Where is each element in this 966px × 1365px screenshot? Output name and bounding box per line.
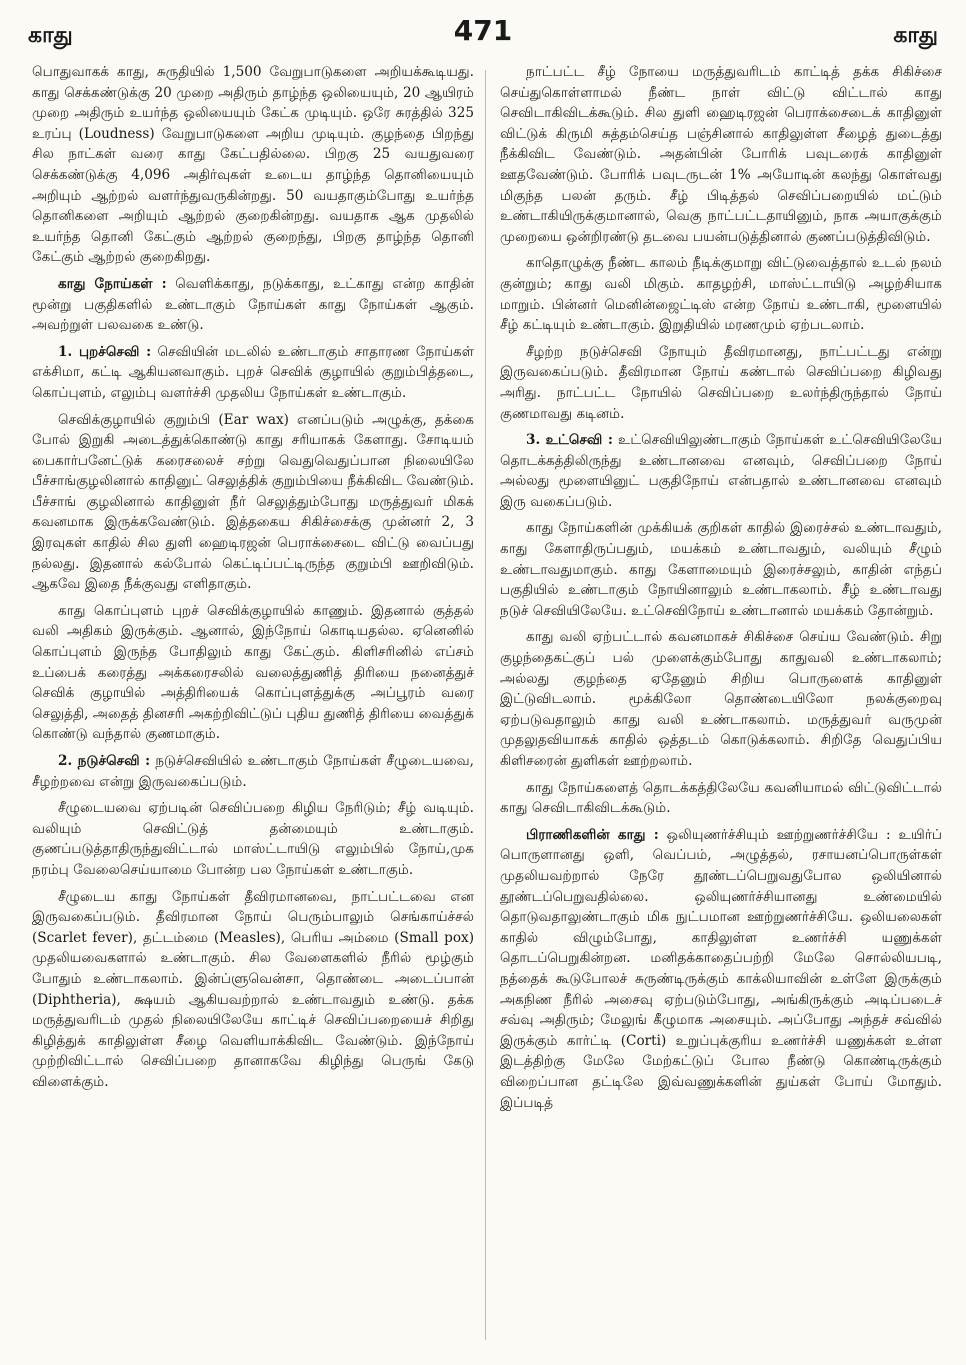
paragraph: சீழற்ற நடுச்செவி நோயும் தீவிரமானது, நாட்பட்டது என்று இருவகைப்படும். தீவிரமான நோய் கண்டால் செவிப்பறை கிழிவது அரிது. நாட்பட்ட நோயில் செவிப்பறை உலர்ந்திருந்தால் நோய் குணமாவது கடினம். (500, 343, 942, 422)
subsection-heading: 1. புறச்செவி : (58, 343, 152, 360)
paragraph: பொதுவாகக் காது, சுருதியில் 1,500 வேறுபாடுகளை அறியக்கூடியது. காது செக்கண்டுக்கு 20 முறை அதிரும் தாழ்ந்த ஒலியையும், 20 ஆயிரம் முறை அதிரும் உயர்ந்த ஒலியையும் கேட்க முடியும். ஒரே சுரத்தில் 325 உரப்பு (Loudness) வேறுபாடுகளை அறிய முடியும். குழந்தை பிறந்து சில நாட்கள் வரை காது கேட்பதில்லை. பிறகு 25 வயதுவரை செக்கண்டுக்கு 4,096 அதிர்வுகள் உடைய தாழ்ந்த தொனியையும் அறியும் ஆற்றல் வளர்ந்துவருகின்றது. 50 வயதாகும்போது உயர்ந்த தொனிகளை அறியும் ஆற்றல் குறைகின்றது. வயதாக ஆக முதலில் உயர்ந்த தொனி கேட்கும் ஆற்றல் குறைந்து, பிறகு தாழ்ந்த தொனி கேட்கும் ஆற்றல் குறைகிறது. (32, 64, 474, 266)
paragraph (32, 274, 474, 336)
paragraph-text: செவியின் மடலில் உண்டாகும் சாதாரண நோய்கள் எக்சிமா, கட்டி ஆகியனவாகும். புறச் செவிக் குழாயில் குறும்பித்தடை, கொப்புளம், எலும்பு வளர்ச்சி முதலிய நோய்கள் உண்டாகும். (32, 343, 474, 401)
paragraph: செவிக்குழாயில் குறும்பி (Ear wax) எனப்படும் அழுக்கு, தக்கை போல் இறுகி அடைத்துக்கொண்டு காது சரியாகக் கேளாது. சோடியம் பைகார்பனேட்டுக் கரைசலைச் சற்று வெதுவெதுப்பான நிலையிலே பீச்சாங்குழலினால் காதினுட் செலுத்திக் குறும்பியை நீக்கிவிட வேண்டும். பீச்சாங் குழலினால் காதினுள் நீர் செலுத்தும்போது மருத்துவர் மிகக் கவனமாக இருக்கவேண்டும். இத்தகைய சிகிச்சைக்கு முன்னர் 2, 3 இரவுகள் காதில் சில துளி ஹைடிரஜன் பெராக்சைடை விட்டு வைப்பது நல்லது. இதனால் கல்போல் கெட்டிப்பட்டிருந்த குறும்பி ஊறிவிடும். ஆகவே இதை நீக்குவது எளிதாகும். (32, 411, 474, 593)
paragraph: சீழுடைய காது நோய்கள் தீவிரமானவை, நாட்பட்டவை என இருவகைப்படும். தீவிரமான நோய் பெரும்பாலும் செங்காய்ச்சல் (Scarlet fever), தட்டம்மை (Measles), பெரிய அம்மை (Small pox) முதலியவைகளால் உண்டாகும். சில வேளைகளில் நீரில் மூழ்கும் போதும் உண்டாகலாம். இன்ப்ளுவென்சா, தொண்டை அடைப்பான் (Diphtheria), க்ஷயம் ஆகியவற்றால் உண்டாவதும் உண்டு. தக்க மருத்துவரிடம் முதல் நிலையிலேயே காட்டிச் செவிப்பறையைச் சிறிது கிழித்துக் காதிலுள்ள சீழை வெளியாக்கிவிட வேண்டும். இந்நோய் முற்றிவிட்டால் செவிப்பறை தானாகவே கிழிந்து பெருங் கேடு விளைக்கும். (32, 888, 474, 1090)
running-head-left: காது (28, 22, 73, 48)
paragraph: காது நோய்களைத் தொடக்கத்திலேயே கவனியாமல் விட்டுவிட்டால் காது செவிடாகிவிடக்கூடும். (500, 779, 942, 817)
page-header (0, 8, 966, 56)
paragraph: காது கொப்புளம் புறச் செவிக்குழாயில் காணும். இதனால் குத்தல் வலி அதிகம் இருக்கும். ஆனால், இந்நோய் கொடியதல்ல. ஏனெனில் கொப்புளம் இருந்த போதிலும் காது கேட்கும். கிளிசரினில் எப்சம் உப்பைக் கரைத்து அக்கரைசலில் வலைத்துணித் திரியை நனைத்துச் செவிக் குழாயில் அத்திரியைக் கொப்புளத்துக்கு அப்பூரம் வரை செலுத்தி, அதைத் தினசரி அகற்றிவிட்டுப் புதிய துணித் திரியை வைத்துக் கொண்டு வந்தால் குணமாகும். (32, 602, 474, 743)
subsection-heading: 3. உட்செவி : (526, 432, 613, 449)
page-number: 471 (453, 14, 513, 47)
paragraph (32, 751, 474, 792)
paragraph-text: நடுச்செவியில் உண்டாகும் நோய்கள் சீழுடையவை, சீழற்றவை என்று இருவகைப்படும். (32, 753, 474, 790)
paragraph-text: ஒலியுணர்ச்சியும் ஊற்றுணர்ச்சியே : உயிர்ப் பொருளானது ஒளி, வெப்பம், அழுத்தல், ரசாயனப்பொருள்கள் முதலியவற்றால் நேரே தூண்டப்பெறுவதுபோல ஒலியினால் தூண்டப்பெறுவதில்லை. ஒலியுணர்ச்சியானது உண்மையில் தொடுவதாலுண்டாகும் மிக நுட்பமான ஊற்றுணர்ச்சியே. ஒலியலைகள் காதில் விழும்போது, காதிலுள்ள உணர்ச்சி யணுக்கள் தொடப்பெறுகின்றன. மனிதக்காதைப்பற்றி மேலே சொல்லியபடி, நத்தைக் கூடுபோலச் சுருண்டிருக்கும் காக்லியாவின் உள்ளே இருக்கும் அகநிண நீரில் அசைவு ஏற்படும்போது, அங்கிருக்கும் அடிப்படைச் சவ்வு அதிரும்; மேலுங் கீழுமாக அசையும். அப்போது அந்தச் சவ்வில் இருக்கும் கார்ட்டி (Corti) உறுப்புக்குரிய உணர்ச்சி யணுக்கள் உள்ள இடத்திற்கு மேலே மேற்கட்டுப் போல நீண்டு கொண்டிருக்கும் விறைப்பான தட்டிலே இவ்வணுக்களின் துய்கள் போய் மோதும். இப்படித் (500, 826, 943, 1111)
section-heading: பிராணிகளின் காது : (526, 826, 659, 843)
paragraph (32, 342, 474, 404)
running-head-right: காது (893, 22, 938, 48)
paragraph: சீழுடையவை ஏற்படின் செவிப்பறை கிழிய நேரிடும்; சீழ் வடியும். வலியும் செவிட்டுத் தன்மையும் உண்டாகும். குணப்படுத்தாதிருந்துவிட்டால் மாஸ்ட்டாயிடு எலும்பில் நோய்,முக நரம்பு வேலைசெய்யாமை போன்ற பல நோய்கள் உண்டாகும். (32, 800, 474, 878)
left-column (32, 62, 474, 1099)
paragraph-text: உட்செவியிலுண்டாகும் நோய்கள் உட்செவியிலேயே தொடக்கத்திலிருந்து உண்டானவை எனவும், செவிப்பறை நோய் அல்லது மூளையினுட் பகுதிநோய் என்பதால் உண்டானவை எனவும் இரு வகைப்படும். (500, 432, 942, 510)
paragraph: காது வலி ஏற்பட்டால் கவனமாகச் சிகிச்சை செய்ய வேண்டும். சிறு குழந்தைகட்குப் பல் முளைக்கும்போது காதுவலி உண்டாகலாம்; அல்லது குழந்தை ஏதேனும் சிறிய பொருளைக் காதினுள் இட்டுவிடலாம். மூக்கிலோ தொண்டையிலோ நலக்குறைவு ஏற்படுவதாலும் காது வலி உண்டாகலாம். மருத்துவர் வருமுன் முதலுதவியாகக் காதில் ஒத்தடம் கொடுக்கலாம். சிறிதே வெதுப்பிய கிளிசரைன் துளிகள் ஊற்றலாம். (500, 629, 942, 769)
paragraph: நாட்பட்ட சீழ் நோயை மருத்துவரிடம் காட்டித் தக்க சிகிச்சை செய்துகொள்ளாமல் நீண்ட நாள் விட்டு விட்டால் காது செவிடாகிவிடக்கூடும். சில துளி ஹைடிரஜன் பெராக்சைடைக் காதினுள் விட்டுக் கிருமி சுத்தம்செய்த பஞ்சினால் காதிலுள்ள சீழைத் துடைத்து நீக்கிவிட வேண்டும். அதன்பின் போரிக் பவுடரைக் காதினுள் ஊதவேண்டும். போரிக் பவுடருடன் 1% அயோடின் கலந்து கொள்வது மிகுந்த பலன் தரும். சீழ் பிடித்தல் செவிப்பறையில் மட்டும் உண்டாகியிருக்குமானால், வெகு நாட்பட்டதாயினும், நாக அயாகுக்கும் முறையை ஒன்றிரண்டு தடவை பயன்படுத்தினால் குணப்படுத்திவிடும். (500, 64, 942, 245)
paragraph-text: வெளிக்காது, நடுக்காது, உட்காது என்ற காதின் மூன்று பகுதிகளில் உண்டாகும் நோய்கள் காது நோய்கள் ஆகும். அவற்றுள் பலவகை உண்டு. (32, 275, 474, 334)
paragraph (500, 430, 942, 512)
subsection-heading: 2. நடுச்செவி : (58, 753, 151, 769)
paragraph (500, 825, 942, 1113)
right-column (500, 62, 942, 1119)
paragraph: காதொழுக்கு நீண்ட காலம் நீடிக்குமாறு விட்டுவைத்தால் உடல் நலம் குன்றும்; காது வலி மிகும். காதழற்சி, மாஸ்ட்டாயிடு அழற்சியாக மாறும். பின்னர் மெனின்ஜைட்டிஸ் என்ற நோய் உண்டாகி, மூளையில் சீழ் கட்டியும் உண்டாகும். இறுதியில் மரணமும் ஏற்படலாம். (500, 255, 942, 334)
paragraph: காது நோய்களின் முக்கியக் குறிகள் காதில் இரைச்சல் உண்டாவதும், காது கேளாதிருப்பதும், மயக்கம் உண்டாவதும், வலியும் சீழும் உண்டாவதுமாகும். காது கேளாமையும் இரைச்சலும், காதின் எந்தப் பகுதியில் உண்டாகும் நோயினாலும் உண்டாகலாம். சீழ் உண்டாவது நடுச் செவியிலேயே. உட்செவிநோய் உண்டானால் மயக்கம் தோன்றும். (500, 520, 942, 619)
section-heading: காது நோய்கள் : (58, 275, 167, 292)
column-divider (485, 70, 486, 1340)
